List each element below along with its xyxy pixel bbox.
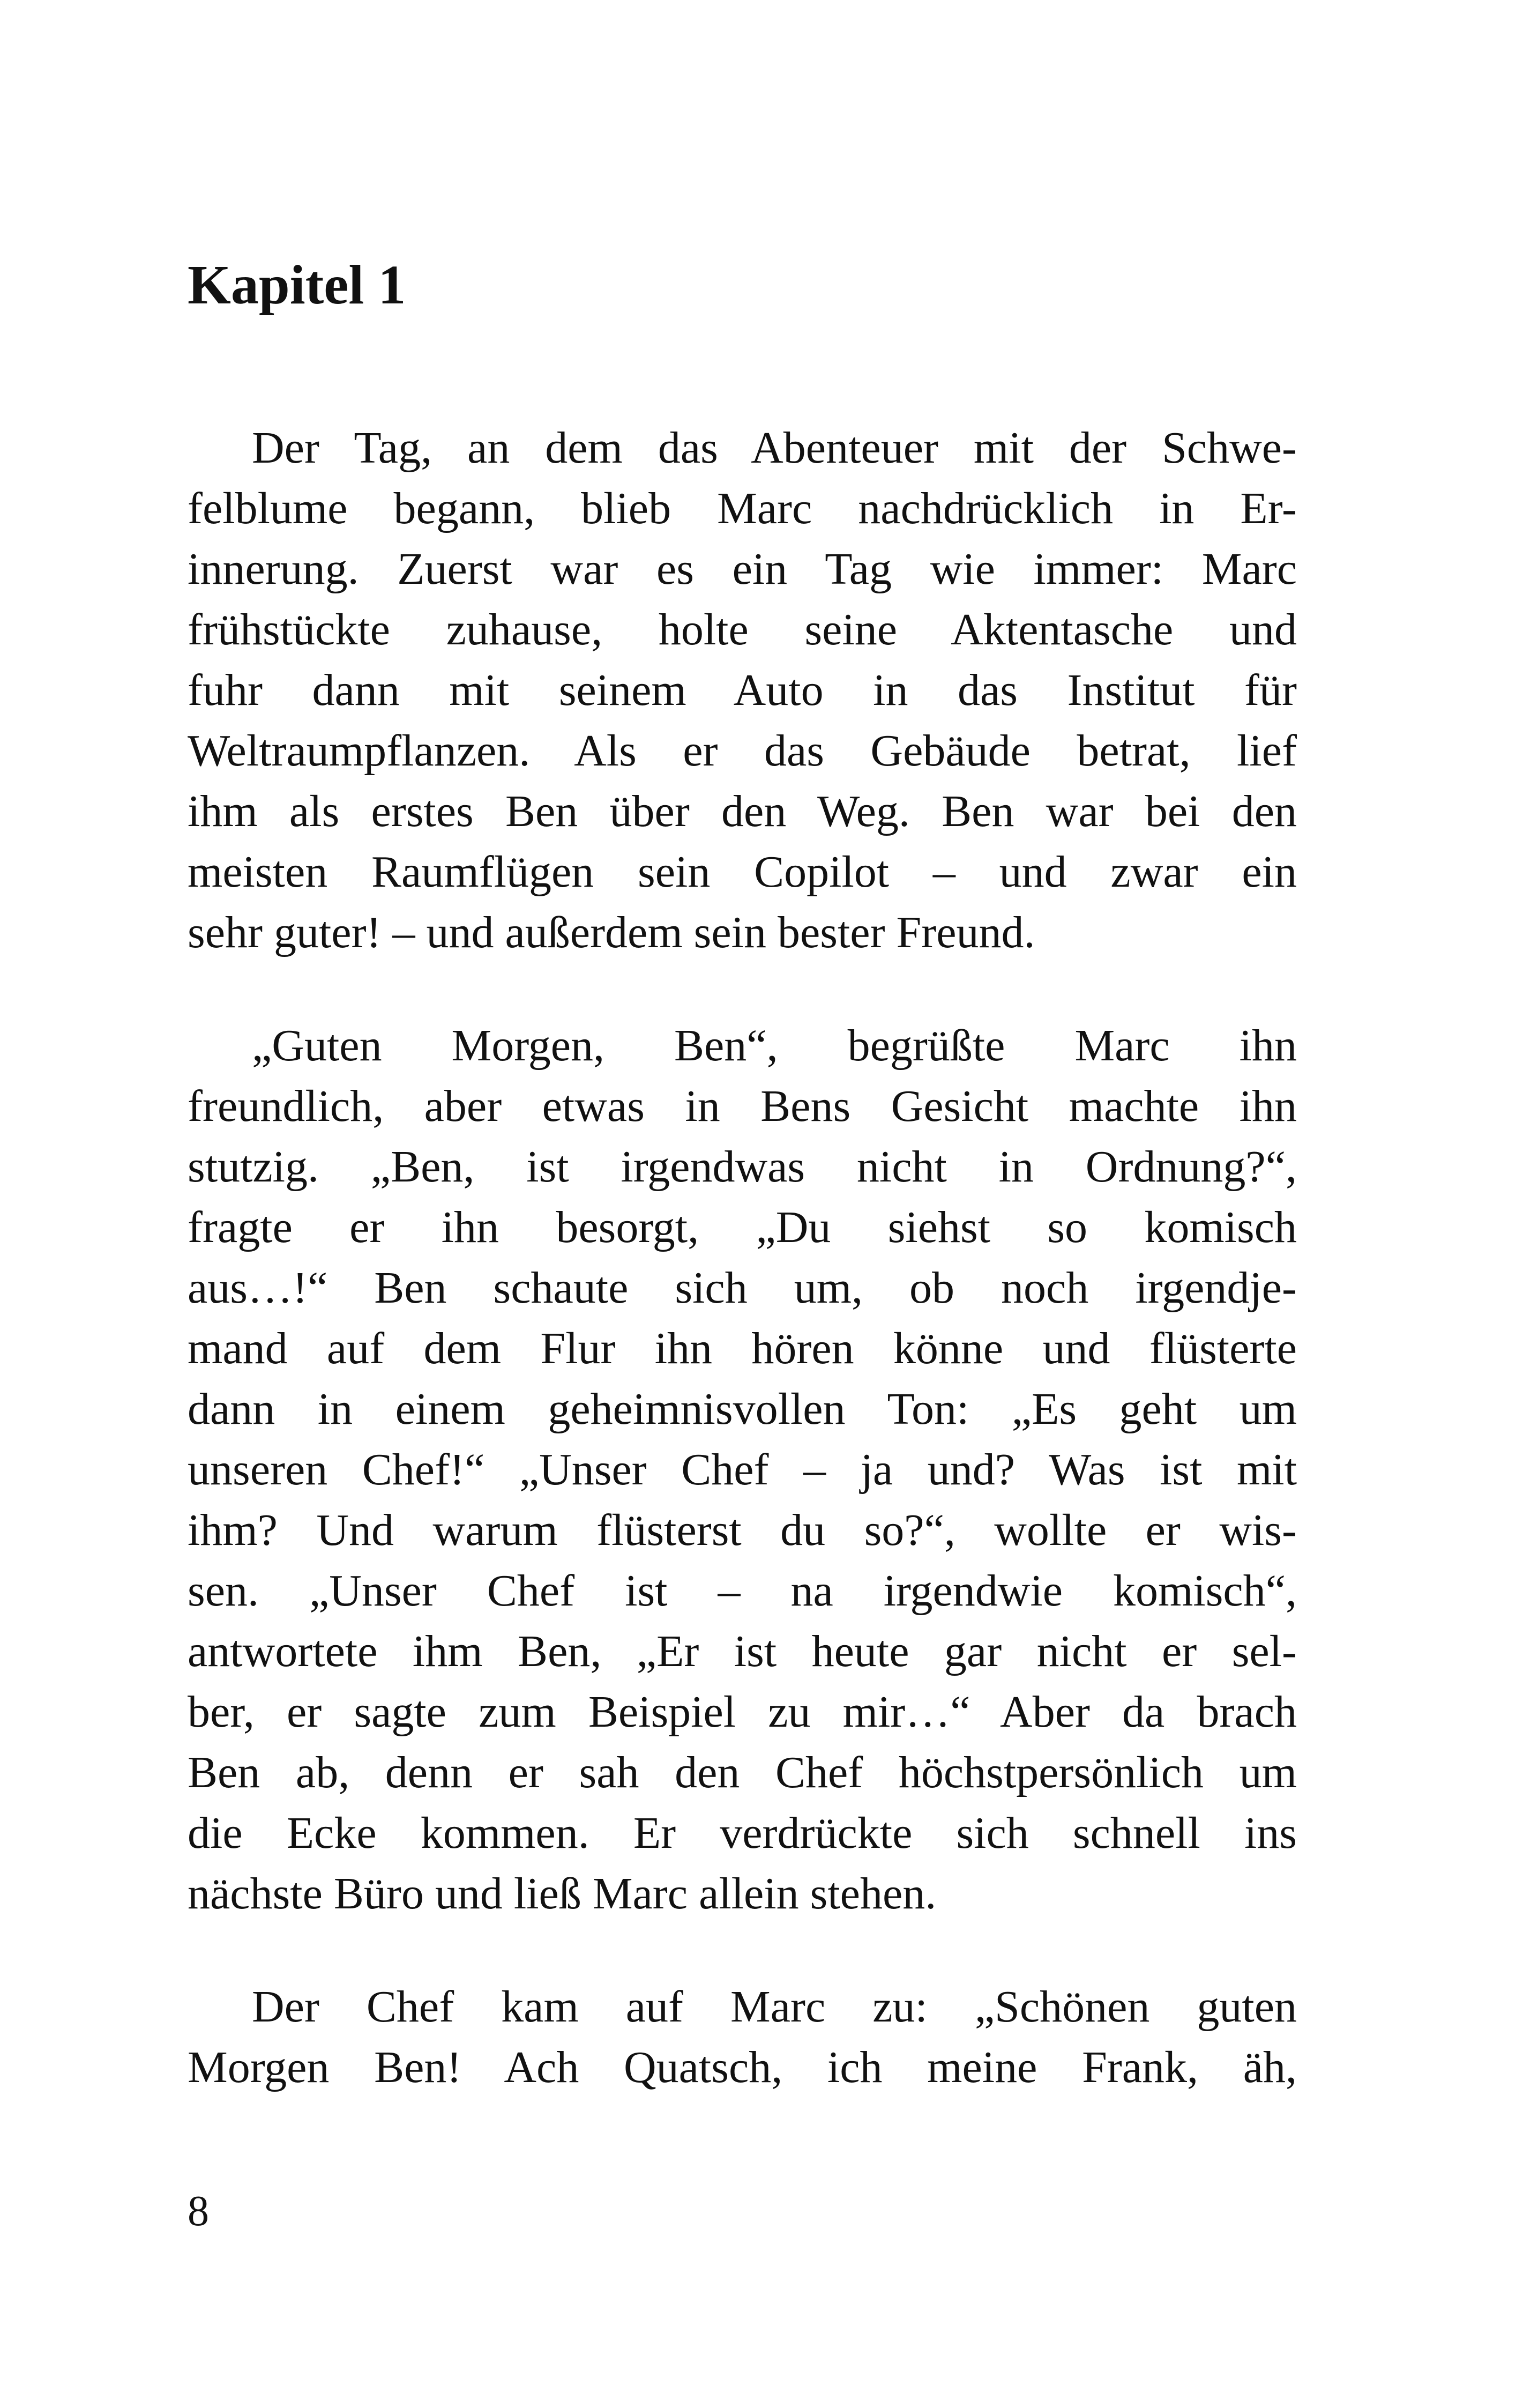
text-line: meisten Raumflügen sein Copilot – und zwar ein (188, 847, 1297, 897)
text-line: ihm als erstes Ben über den Weg. Ben war bei den (188, 786, 1297, 836)
text-line: fragte er ihn besorgt, „Du siehst so komisch (188, 1202, 1297, 1252)
text-line: Der Tag, an dem das Abenteuer mit der Schwe- (252, 423, 1297, 473)
text-line: fuhr dann mit seinem Auto in das Institut für (188, 665, 1297, 715)
text-line: stutzig. „Ben, ist irgendwas nicht in Ordnung?“, (188, 1142, 1297, 1192)
text-line: mand auf dem Flur ihn hören könne und flüsterte (188, 1324, 1297, 1373)
text-line: aus…!“ Ben schaute sich um, ob noch irgendje- (188, 1263, 1297, 1313)
text-line: unseren Chef!“ „Unser Chef – ja und? Was ist mit (188, 1445, 1297, 1495)
text-line: ihm? Und warum flüsterst du so?“, wollte er wis- (188, 1505, 1297, 1555)
text-line: Weltraumpflanzen. Als er das Gebäude betrat, lief (188, 726, 1297, 776)
text-line: die Ecke kommen. Er verdrückte sich schnell ins (188, 1808, 1297, 1858)
text-line: dann in einem geheimnisvollen Ton: „Es geht um (188, 1384, 1297, 1434)
text-line: Ben ab, denn er sah den Chef höchstpersönlich um (188, 1748, 1297, 1797)
text-line: nächste Büro und ließ Marc allein stehen. (188, 1869, 937, 1919)
chapter-title: Kapitel 1 (188, 254, 406, 316)
text-line: ber, er sagte zum Beispiel zu mir…“ Aber da brach (188, 1687, 1297, 1737)
text-line: frühstückte zuhause, holte seine Aktentasche und (188, 605, 1297, 655)
text-line: freundlich, aber etwas in Bens Gesicht machte ihn (188, 1081, 1297, 1131)
text-line: „Guten Morgen, Ben“, begrüßte Marc ihn (252, 1021, 1297, 1071)
text-line: felblume begann, blieb Marc nachdrücklich in Er- (188, 484, 1297, 533)
page-number: 8 (188, 2188, 209, 2235)
text-line: Morgen Ben! Ach Quatsch, ich meine Frank, äh, (188, 2042, 1297, 2092)
text-line: antwortete ihm Ben, „Er ist heute gar nicht er sel- (188, 1626, 1297, 1676)
text-line: sen. „Unser Chef ist – na irgendwie komisch“, (188, 1566, 1297, 1616)
text-line: innerung. Zuerst war es ein Tag wie immer: Marc (188, 544, 1297, 594)
text-line: Der Chef kam auf Marc zu: „Schönen guten (252, 1982, 1297, 2032)
text-line: sehr guter! – und außerdem sein bester Freund. (188, 908, 1035, 957)
